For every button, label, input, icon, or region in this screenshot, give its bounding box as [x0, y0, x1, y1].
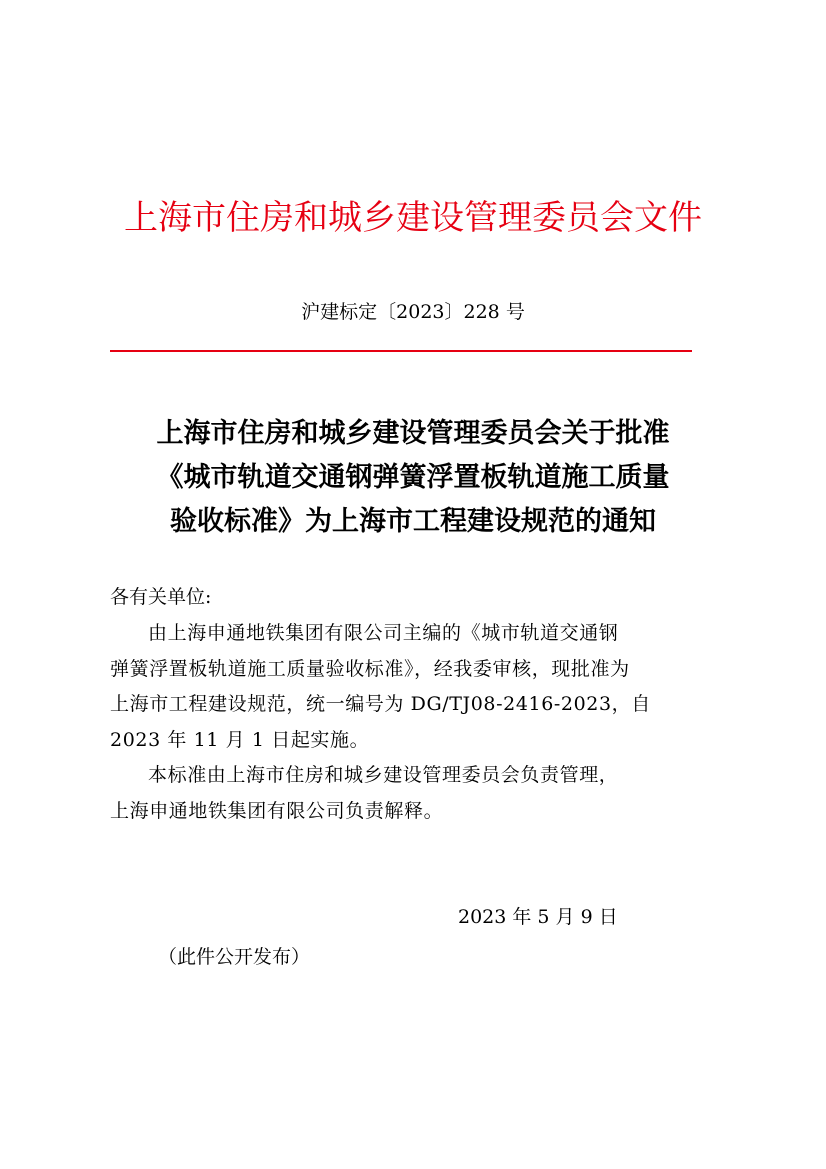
salutation: 各有关单位: — [110, 586, 212, 608]
body-line-6: 上海申通地铁集团有限公司负责解释。 — [110, 799, 444, 822]
issuer-title: 上海市住房和城乡建设管理委员会文件 — [124, 198, 702, 238]
document-number: 沪建标定〔2023〕228 号 — [301, 301, 525, 323]
body-line-5: 本标准由上海市住房和城乡建设管理委员会负责管理， — [148, 764, 619, 786]
body-line-4: 2023 年 11 月 1 日起实施。 — [110, 728, 370, 751]
notice-title-line-3: 验收标准》为上海市工程建设规范的通知 — [170, 506, 656, 537]
body-line-1: 由上海申通地铁集团有限公司主编的《城市轨道交通钢 — [148, 622, 619, 644]
red-divider — [110, 350, 692, 352]
body-line-3: 上海市工程建设规范，统一编号为 DG/TJ08-2416-2023，自 — [110, 693, 651, 715]
notice-title-line-2: 《城市轨道交通钢弹簧浮置板轨道施工质量 — [156, 462, 670, 493]
notice-title-line-1: 上海市住房和城乡建设管理委员会关于批准 — [156, 418, 670, 449]
notice-title — [0, 412, 826, 544]
publication-note: （此件公开发布） — [158, 946, 311, 968]
issue-date: 2023 年 5 月 9 日 — [458, 906, 618, 928]
body-line-2: 弹簧浮置板轨道施工质量验收标准》，经我委审核，现批准为 — [110, 657, 630, 680]
body-text — [110, 616, 716, 829]
